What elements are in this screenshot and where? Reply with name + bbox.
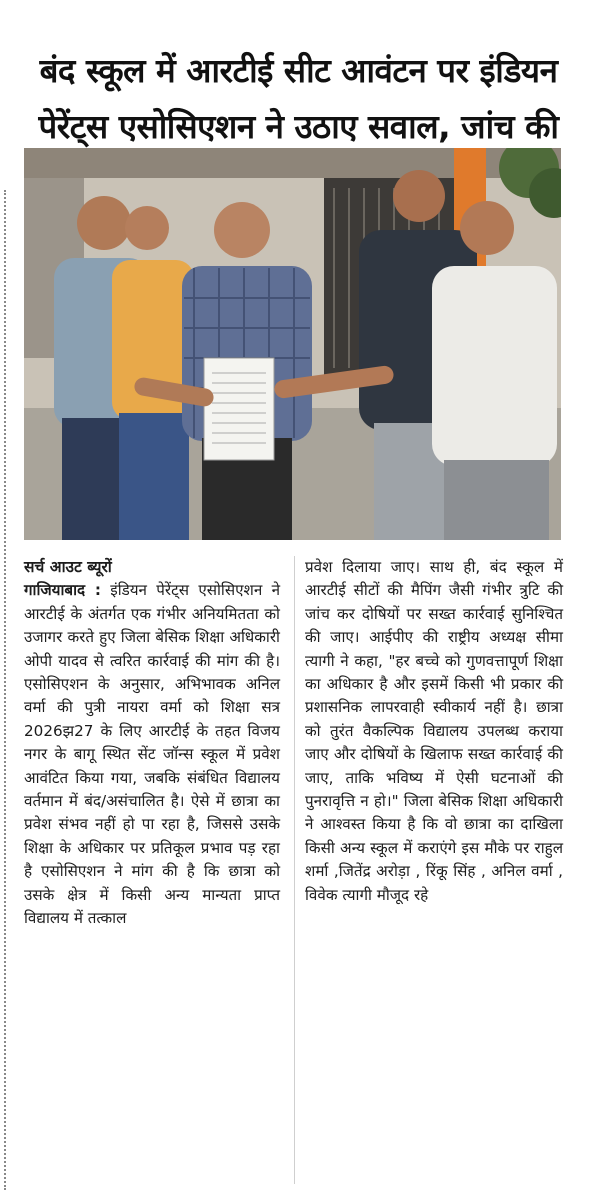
- headline-line-1: बंद स्कूल में आरटीई सीट आवंटन पर इंडियन: [39, 51, 558, 91]
- news-photo: [24, 148, 561, 540]
- article-text-left: [24, 579, 280, 930]
- page-edge-dotted-rule: [4, 190, 6, 1190]
- byline: सर्च आउट ब्यूरों: [24, 558, 112, 576]
- article-column-right: [305, 556, 563, 907]
- article-body-left: इंडियन पेरेंट्स एसोसिएशन ने आरटीई के अंतर्गत एक गंभीर अनियमितता को उजागर करते हुए जिला बेसिक शिक्षा अधिकारी ओपी यादव से त्वरित कार्रवाई की मांग की है। एसोसिएशन के अनुसार, अभिभावक अनिल वर्मा की पुत्री नायरा वर्मा को शिक्षा सत्र 2026झ27 के लिए आरटीई के तहत विजय नगर के बागू स्थित सेंट जॉन्स स्कूल में प्रवेश आवंटित किया गया, जबकि संबंधित विद्यालय वर्तमान में बंद/असंचालित है। ऐसे में छात्रा का प्रवेश संभव नहीं हो पा रहा है, जिससे उसके शिक्षा के अधिकार पर प्रतिकूल प्रभाव पड़ रहा है एसोसिएशन ने मांग की है कि छात्रा को उसके क्षेत्र में किसी अन्य मान्यता प्राप्त विद्यालय में तत्काल: [24, 581, 281, 928]
- column-divider: [294, 556, 295, 1184]
- headline-line-2: पेरेंट्स एसोसिएशन ने उठाए सवाल, जांच की: [38, 107, 559, 147]
- article-body-right: प्रवेश दिलाया जाए। साथ ही, बंद स्कूल में आरटीई सीटों की मैपिंग जैसी गंभीर त्रुटि की जांच कर दोषियों पर सख्त कार्रवाई सुनिश्चित की जाए। आईपीए की राष्ट्रीय अध्यक्ष सीमा त्यागी ने कहा, "हर बच्चे को गुणवत्तापूर्ण शिक्षा का अधिकार है और इसमें किसी भी प्रकार की प्रशासनिक लापरवाही स्वीकार्य नहीं है। छात्रा को तुरंत वैकल्पिक विद्यालय उपलब्ध कराया जाए और दोषियों के खिलाफ सख्त कार्रवाई की जाए, ताकि भविष्य में ऐसी घटनाओं की पुनरावृत्ति न हो।" जिला बेसिक शिक्षा अधिकारी ने आश्वस्त किया है कि वो छात्रा का दाखिला किसी अन्य स्कूल में कराएंगे इस मौके पर राहुल शर्मा ,जितेंद्र अरोड़ा , रिंकू सिंह , अनिल वर्मा , विवेक त्यागी मौजूद रहे: [305, 558, 563, 904]
- article-column-left: [24, 556, 280, 931]
- dateline: गाजियाबाद :: [24, 581, 101, 600]
